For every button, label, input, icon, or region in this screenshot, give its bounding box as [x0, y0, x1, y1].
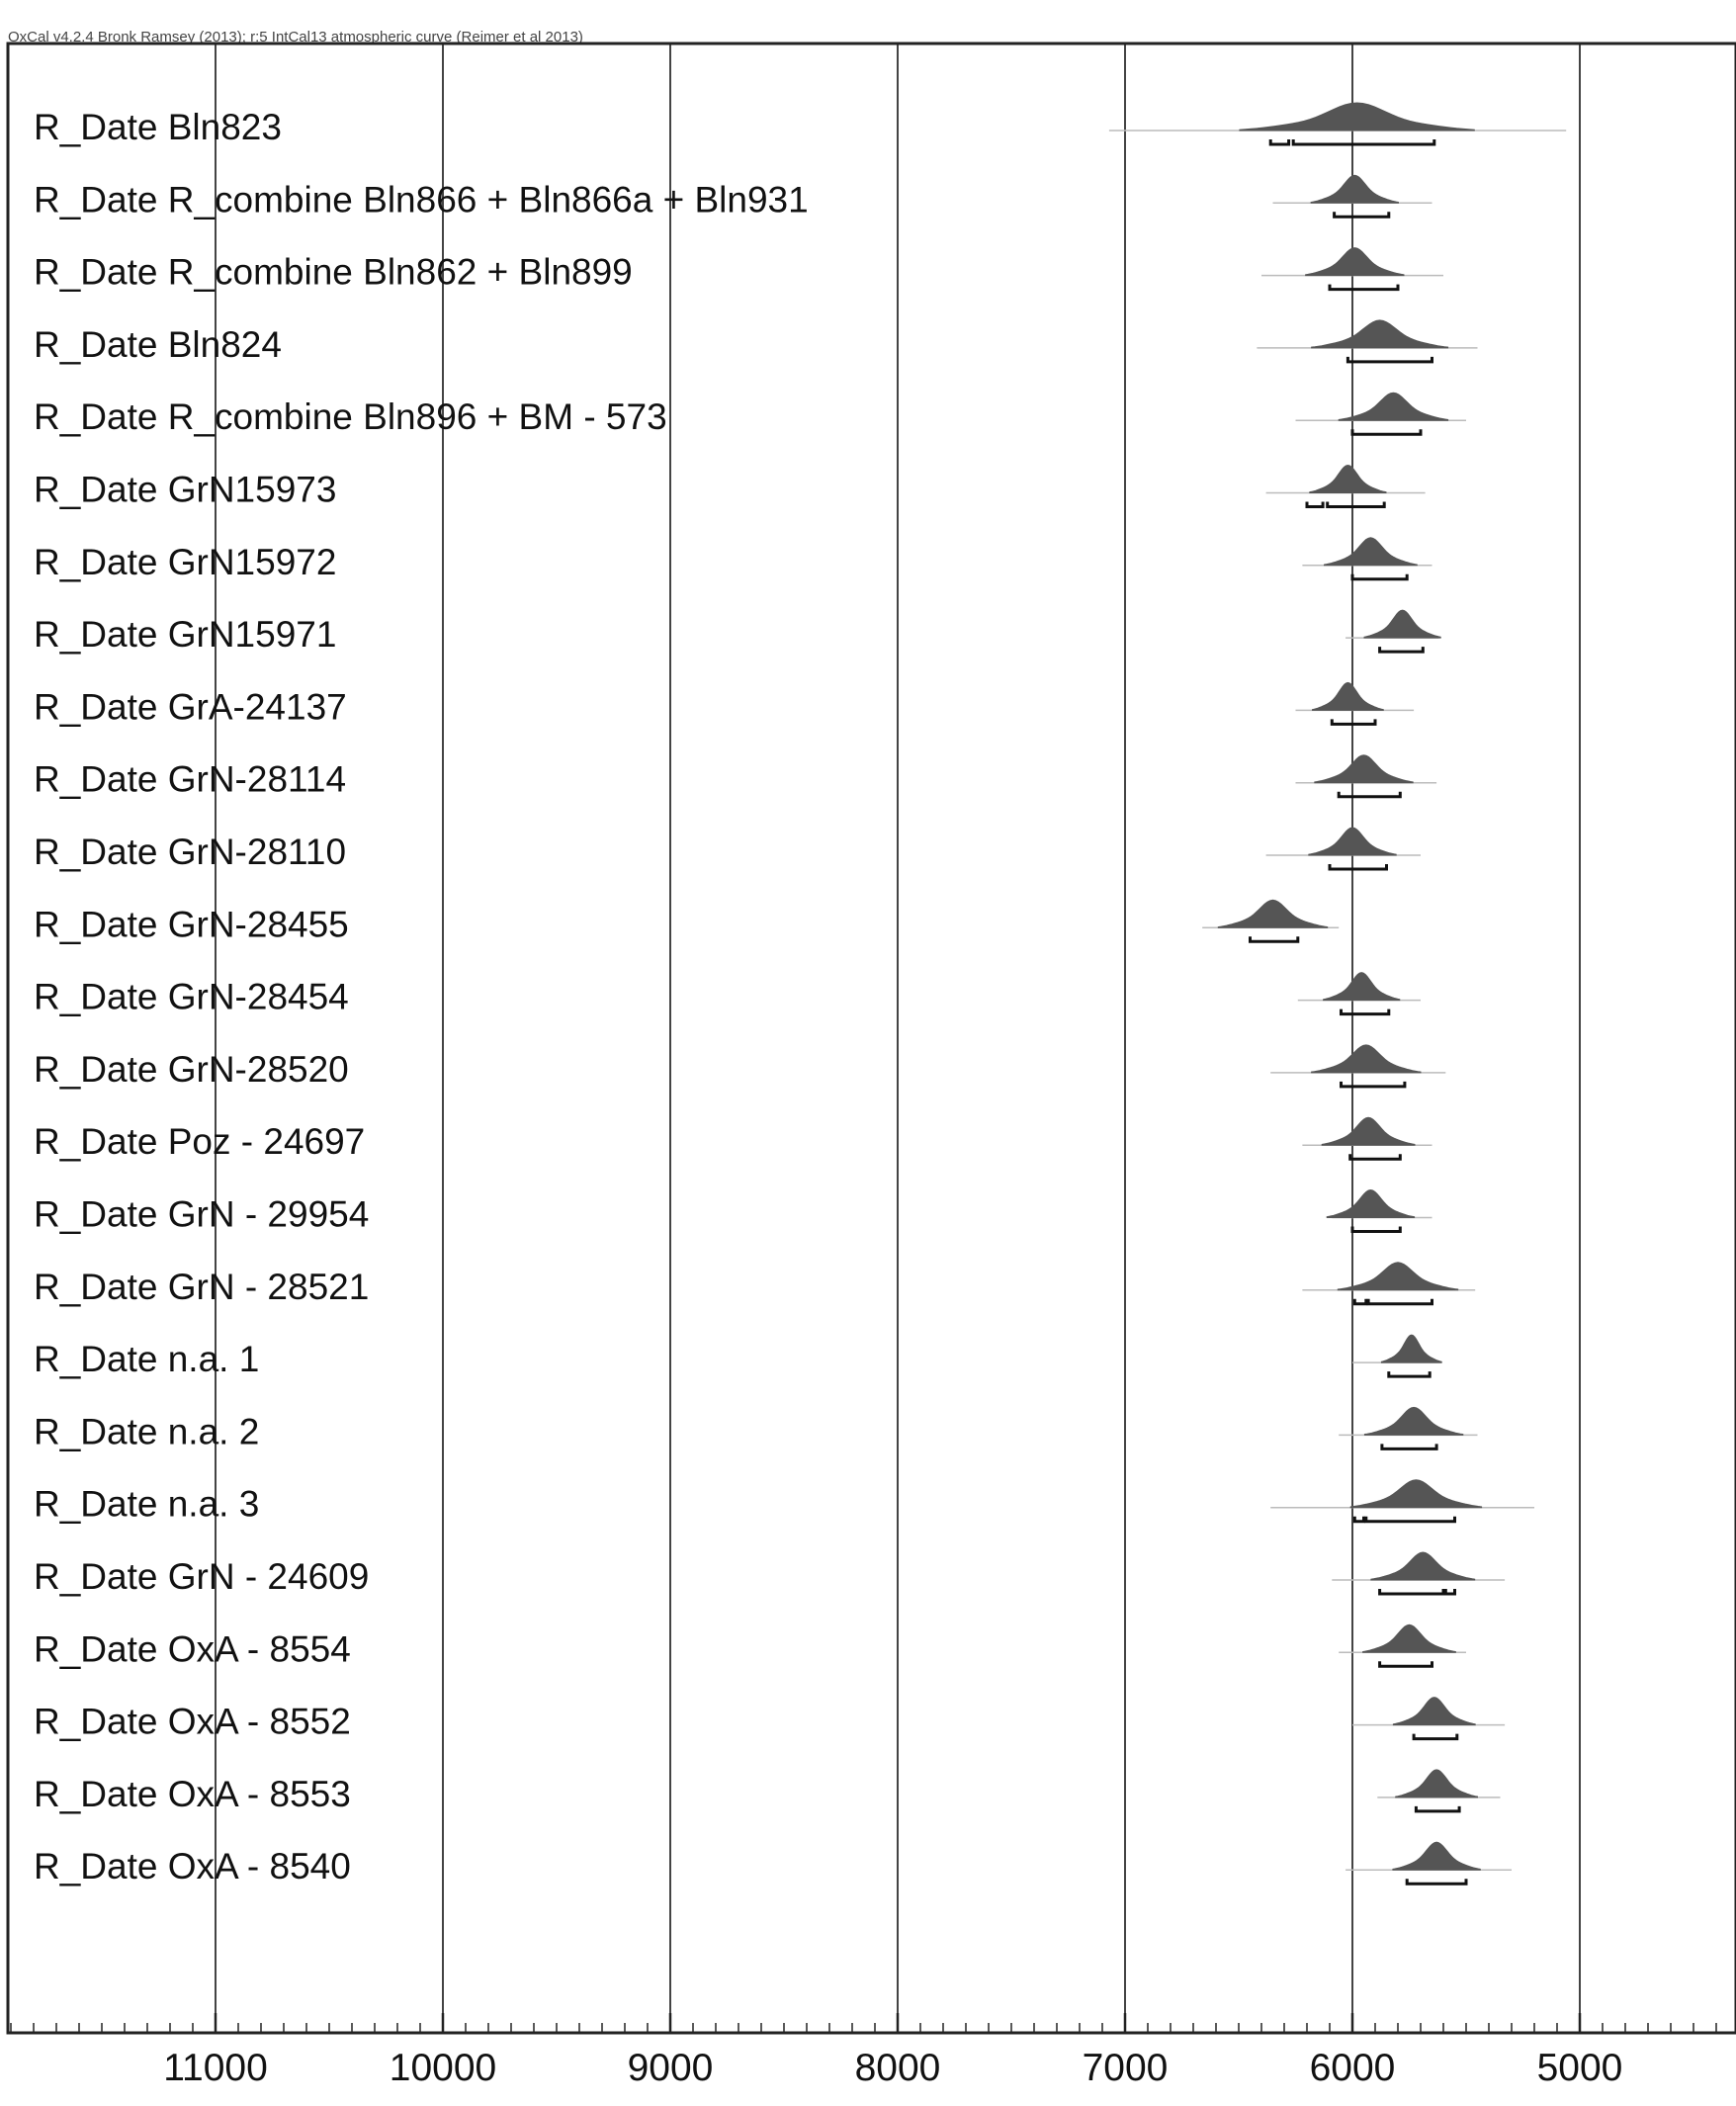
range-bracket	[1407, 1879, 1466, 1884]
probability-distribution	[1324, 538, 1417, 566]
date-row	[34, 466, 1426, 510]
date-row-label: R_Date GrN-28455	[34, 904, 349, 945]
date-row-label: R_Date R_combine Bln862 + Bln899	[34, 251, 633, 293]
range-bracket	[1342, 1009, 1389, 1014]
range-bracket	[1366, 1517, 1455, 1522]
date-row	[34, 1552, 1505, 1597]
range-bracket	[1416, 1806, 1459, 1811]
date-row	[34, 538, 1432, 582]
probability-distribution	[1310, 466, 1386, 493]
range-bracket	[1251, 936, 1298, 941]
probability-distribution	[1363, 1624, 1456, 1652]
probability-distribution	[1371, 1552, 1475, 1580]
date-row-label: R_Date n.a. 3	[34, 1483, 260, 1525]
probability-distribution	[1309, 828, 1396, 855]
x-tick-label: 6000	[1309, 2047, 1396, 2089]
range-bracket	[1293, 139, 1434, 144]
date-row	[34, 1480, 1534, 1525]
date-row	[34, 1190, 1432, 1235]
date-row	[34, 1117, 1432, 1162]
range-bracket	[1342, 1082, 1405, 1087]
range-bracket	[1350, 1154, 1401, 1159]
probability-distribution	[1312, 1045, 1421, 1073]
date-row	[34, 1335, 1441, 1379]
date-row-label: R_Date OxA - 8552	[34, 1701, 351, 1742]
x-tick-label: 5000	[1536, 2047, 1623, 2089]
probability-distribution	[1313, 682, 1384, 710]
date-row-label: R_Date R_combine Bln896 + BM - 573	[34, 396, 667, 438]
date-row-label: R_Date n.a. 1	[34, 1339, 260, 1380]
range-bracket	[1368, 1299, 1432, 1304]
x-tick-label: 7000	[1082, 2047, 1169, 2089]
date-row-label: R_Date Bln823	[34, 107, 282, 147]
x-tick-label: 9000	[627, 2047, 714, 2089]
range-bracket	[1335, 212, 1389, 217]
date-row-label: R_Date OxA - 8553	[34, 1773, 351, 1814]
date-row-label: R_Date GrN - 24609	[34, 1556, 370, 1597]
range-bracket	[1330, 285, 1398, 290]
range-bracket	[1382, 1444, 1436, 1448]
probability-distribution	[1322, 1117, 1415, 1145]
probability-distribution	[1306, 248, 1404, 276]
date-row	[34, 755, 1436, 800]
probability-distribution	[1364, 1407, 1462, 1435]
date-row	[34, 1045, 1445, 1090]
range-bracket	[1380, 1661, 1432, 1666]
range-bracket	[1354, 1299, 1366, 1304]
date-row	[34, 1263, 1475, 1307]
probability-distribution	[1381, 1335, 1441, 1362]
date-row	[34, 248, 1443, 293]
range-bracket	[1414, 1734, 1457, 1739]
date-row-label: R_Date GrN-28110	[34, 832, 347, 872]
x-tick-label: 10000	[389, 2047, 497, 2089]
range-bracket	[1330, 864, 1387, 869]
probability-distribution	[1396, 1770, 1478, 1798]
probability-distribution	[1338, 1263, 1457, 1290]
date-row	[34, 175, 1432, 219]
range-bracket	[1328, 502, 1385, 507]
date-row	[34, 393, 1466, 437]
probability-distribution	[1327, 1190, 1414, 1218]
probability-distribution	[1312, 320, 1448, 348]
date-row-label: R_Date GrN - 28521	[34, 1266, 370, 1307]
range-bracket	[1380, 1589, 1443, 1594]
date-row	[34, 610, 1440, 655]
range-bracket	[1352, 429, 1421, 434]
range-bracket	[1389, 1371, 1430, 1376]
date-row-label: R_Date Poz - 24697	[34, 1121, 366, 1163]
probability-distribution	[1311, 175, 1398, 203]
probability-distribution	[1240, 103, 1474, 131]
probability-distribution	[1315, 755, 1413, 783]
x-tick-label: 11000	[163, 2047, 268, 2089]
date-row	[34, 1624, 1466, 1669]
date-row	[34, 320, 1478, 365]
date-row-label: R_Date GrA-24137	[34, 686, 347, 728]
probability-distribution	[1218, 900, 1327, 927]
date-row-label: R_Date Bln824	[34, 323, 282, 365]
range-bracket	[1445, 1589, 1454, 1594]
date-row-label: R_Date GrN15971	[34, 614, 337, 656]
range-bracket	[1307, 502, 1323, 507]
range-bracket	[1339, 792, 1400, 797]
probability-distribution	[1393, 1698, 1475, 1725]
date-row-label: R_Date GrN-28454	[34, 976, 349, 1017]
probability-distribution	[1350, 1480, 1481, 1508]
date-row-label: R_Date n.a. 2	[34, 1411, 260, 1452]
date-row-label: R_Date OxA - 8554	[34, 1628, 351, 1670]
range-bracket	[1347, 357, 1432, 362]
range-bracket	[1354, 1517, 1363, 1522]
date-row-label: R_Date GrN - 29954	[34, 1193, 370, 1235]
date-row	[34, 103, 1566, 147]
chart-header-title: OxCal v4.2.4 Bronk Ramsey (2013); r:5 IntCal13 atmospheric curve (Reimer et al 2013)	[8, 29, 583, 45]
date-row	[34, 1842, 1512, 1887]
date-row-label: R_Date GrN15973	[34, 469, 337, 510]
probability-distribution	[1339, 393, 1447, 420]
range-bracket	[1332, 719, 1375, 724]
x-tick-label: 8000	[854, 2047, 941, 2089]
range-bracket	[1270, 139, 1288, 144]
date-row	[34, 900, 1339, 944]
range-bracket	[1352, 574, 1407, 579]
date-row-label: R_Date R_combine Bln866 + Bln866a + Bln931	[34, 179, 809, 220]
probability-distribution	[1364, 610, 1440, 638]
range-bracket	[1352, 1227, 1400, 1232]
date-row-label: R_Date GrN-28520	[34, 1048, 349, 1090]
date-row-label: R_Date GrN-28114	[34, 758, 347, 800]
probability-distribution	[1393, 1842, 1480, 1870]
date-row-label: R_Date OxA - 8540	[34, 1846, 351, 1887]
date-row-label: R_Date GrN15972	[34, 541, 337, 582]
date-row	[34, 682, 1414, 727]
x-axis	[11, 2013, 1716, 2089]
probability-distribution	[1324, 973, 1400, 1001]
date-row	[34, 973, 1421, 1017]
date-row	[34, 828, 1421, 872]
date-row	[34, 1770, 1501, 1814]
range-bracket	[1380, 647, 1424, 652]
date-row	[34, 1407, 1478, 1451]
date-row	[34, 1698, 1505, 1742]
dates-plot-area	[34, 103, 1566, 1887]
